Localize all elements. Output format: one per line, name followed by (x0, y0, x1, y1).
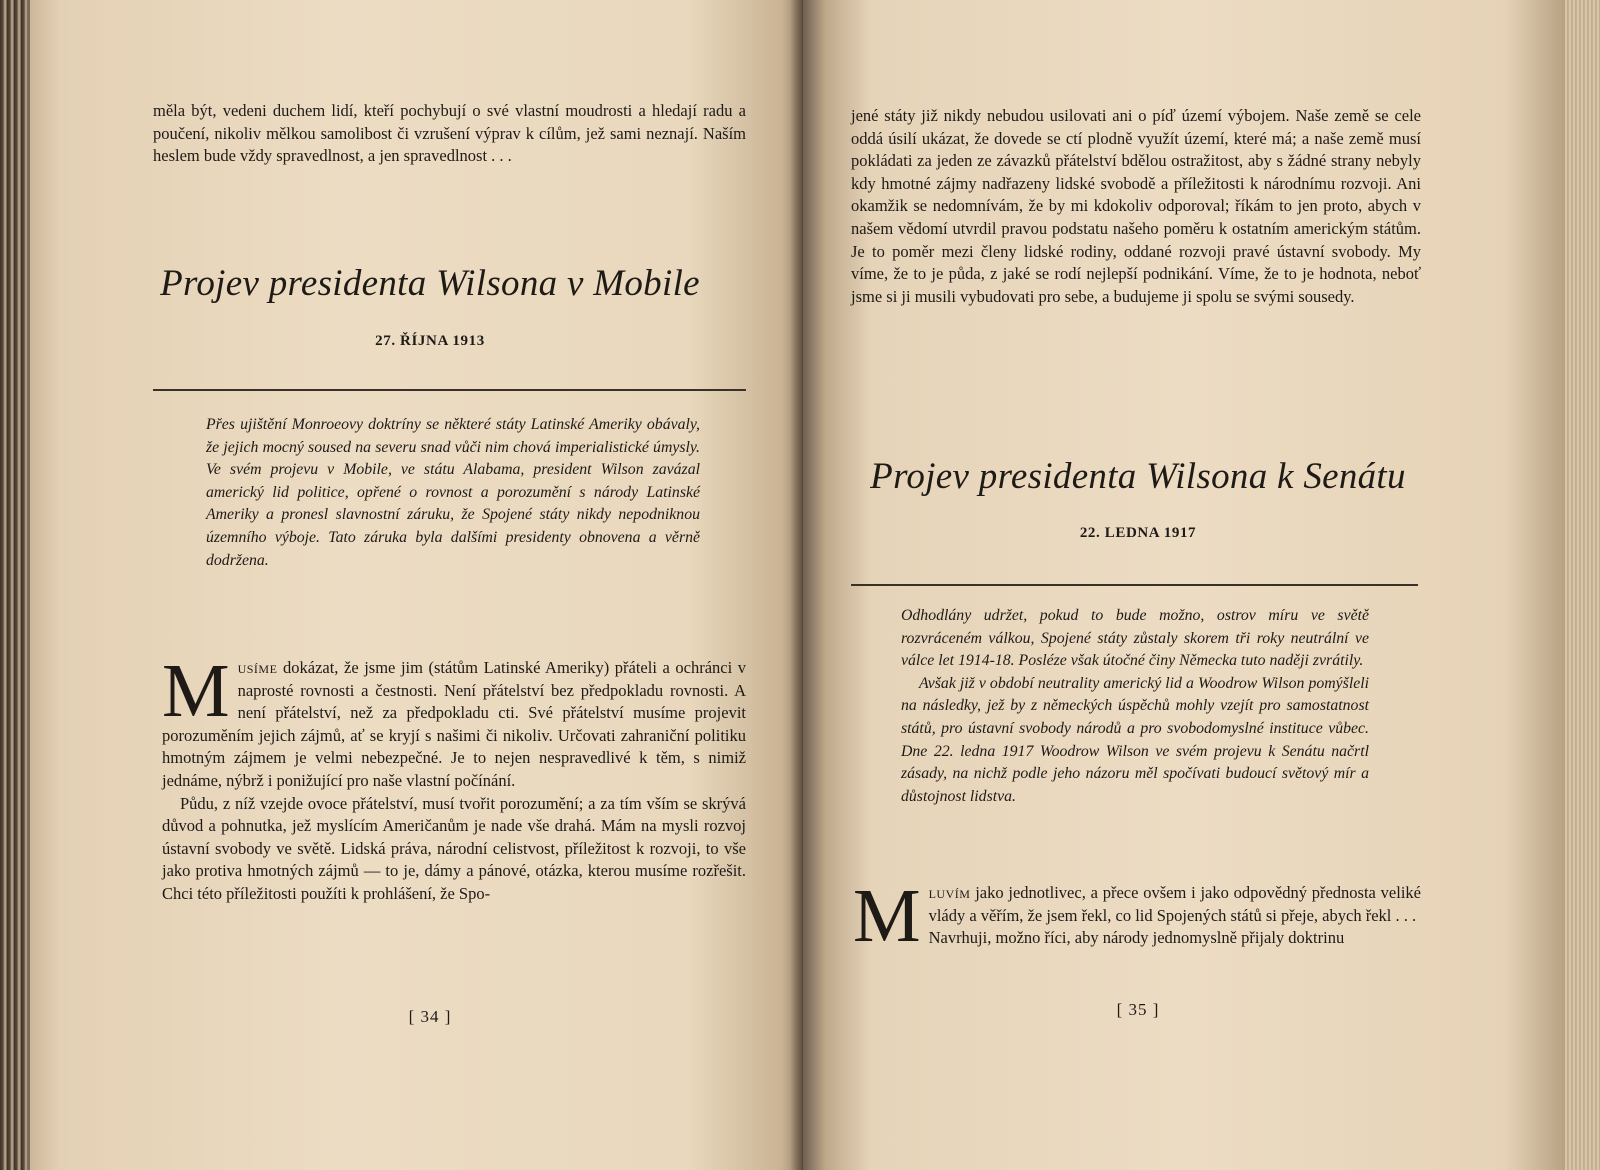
right-page (803, 0, 1565, 1170)
left-paragraph-1-rest: dokázat, že jsme jim (státům Latinské Ameriky) přáteli a ochránci v naprosté rovnosti a čestnosti. Není přátelství bez předpokladu rovnosti. A není přátelství, než za předpokladu cti. Své přátelství musíme projevit porozuměním jejich zájmů, ať se kryjí s našimi či nikoliv. Určovati zahraniční politiku hmotným zájmem je velmi nebezpečné. Je to nejen nespravedlivé k těm, s nimiž jednáme, nýbrž i ponižující pro naše vlastní počínání. (162, 658, 746, 790)
right-intro-block (901, 605, 1369, 808)
right-section-date: 22. LEDNA 1917 (1079, 525, 1197, 541)
left-section-rule (153, 389, 746, 391)
right-smallcaps-word: luvím (928, 883, 971, 902)
left-page (28, 0, 805, 1170)
right-intro-paragraph-2: Avšak již v období neutrality americký lid a Woodrow Wilson pomýšleli na následky, jež by z německých úspěchů mohly vzejít pro samostatnost států, pro ústavní svobody národů a pro svobodomyslné instituce vůbec. Dne 22. ledna 1917 Woodrow Wilson ve svém projevu k Senátu načrtl zásady, na nichž podle jeho názoru měl spočívati budoucí světový mír a důstojnost lidstva. (901, 674, 1369, 805)
right-dropcap: M (853, 874, 921, 958)
left-paragraph-2: Půdu, z níž vzejde ovoce přátelství, musí tvořit porozumění; a za tím vším se skrývá důvod a pohnutka, jež myslícím Američanům je nade vše drahá. Mám na mysli rozvoj ústavní svobody ve světě. Lidská práva, národní celistvost, příležitost k rozvoji, to vše jako protiva hmotných zájmů — to je, dámy a pánové, otázka, kterou musíme rozřešit. Chci této příležitosti použíti k prohlášení, že Spo- (162, 793, 746, 903)
right-first-paragraph (853, 874, 1421, 958)
left-first-paragraph (162, 649, 746, 906)
left-intro-text: Přes ujištění Monroeovy doktríny se některé státy Latinské Ameriky obávaly, že jejich mocný soused na severu snad vůči nim chová imperialistické úmysly. Ve svém projevu v Mobile, ve státu Alabama, president Wilson zavázal americký lid politice, opřené o rovnost a porozumění s národy Latinské Ameriky a pronesl slavnostní záruku, že Spojené státy nikdy nepodniknou územního výboje. Tato záruka byla dalšími presidenty obnovena a věrně dodržena. (206, 416, 700, 569)
left-smallcaps-word: usíme (237, 658, 278, 677)
left-section-date: 27. ŘÍJNA 1913 (375, 333, 485, 349)
left-page-number: [ 34 ] (408, 1007, 452, 1026)
left-section-heading: Projev presidenta Wilsona v Mobile (160, 263, 700, 304)
right-intro-paragraph-1: Odhodlány udržet, pokud to bude možno, ostrov míru ve světě rozvráceném válkou, Spojené státy zůstaly skorem tři roky neutrální ve válce let 1914-18. Posléze však útočné činy Německa tuto naději zvrátily. (901, 607, 1369, 670)
right-paragraph-1-rest: jako jednotlivec, a přece ovšem i jako odpovědný přednosta veliké vlády a věřím, že jsem řekl, co lid Spojených států si přeje, abych řekl . . . (928, 883, 1421, 925)
left-dropcap: M (162, 649, 230, 733)
right-page-number: [ 35 ] (1116, 1000, 1160, 1019)
right-continuation-text: jené státy již nikdy nebudou usilovati ani o píď území výbojem. Naše země se cele oddá úsilí ukázat, že dovede se ctí plodně využít území, které má; a naše země musí pokládati za jeden ze závazků přátelství bdělou ostražitost, aby s žádné strany nebyly kdy hmotné zájmy nadřazeny lidské svobodě a příležitosti k národnímu rozvoji. Ani okamžik se nedomnívám, že by mi kdokoliv odporoval; říkám to jen proto, abych v našem vědomí utvrdil pravou podstatu našeho poměru k ostatním americkým státům. Je to poměr mezi členy lidské rodiny, oddané rozvoji pravé ústavní svobody. My víme, že to je půda, z jaké se rodí nejlepší podnikání. Víme, že to je hodnota, neboť jsme si ji musili vybudovati pro sebe, a budujeme ji spolu se svými sousedy. (851, 106, 1421, 306)
page-block-edge (1565, 0, 1600, 1170)
right-section-heading: Projev presidenta Wilsona k Senátu (870, 456, 1406, 497)
book-cover-edge (0, 0, 30, 1170)
right-paragraph-2: Navrhuji, možno říci, aby národy jednomyslně přijaly doktrinu (928, 928, 1345, 948)
right-section-rule (851, 584, 1418, 586)
left-continuation-text: měla být, vedeni duchem lidí, kteří pochybují o své vlastní moudrosti a hledají radu a poučení, nikoliv mělkou samolibost či vzrušení výprav k cílům, jež sami neznají. Naším heslem bude vždy spravedlnost, a jen spravedlnost . . . (153, 101, 746, 166)
